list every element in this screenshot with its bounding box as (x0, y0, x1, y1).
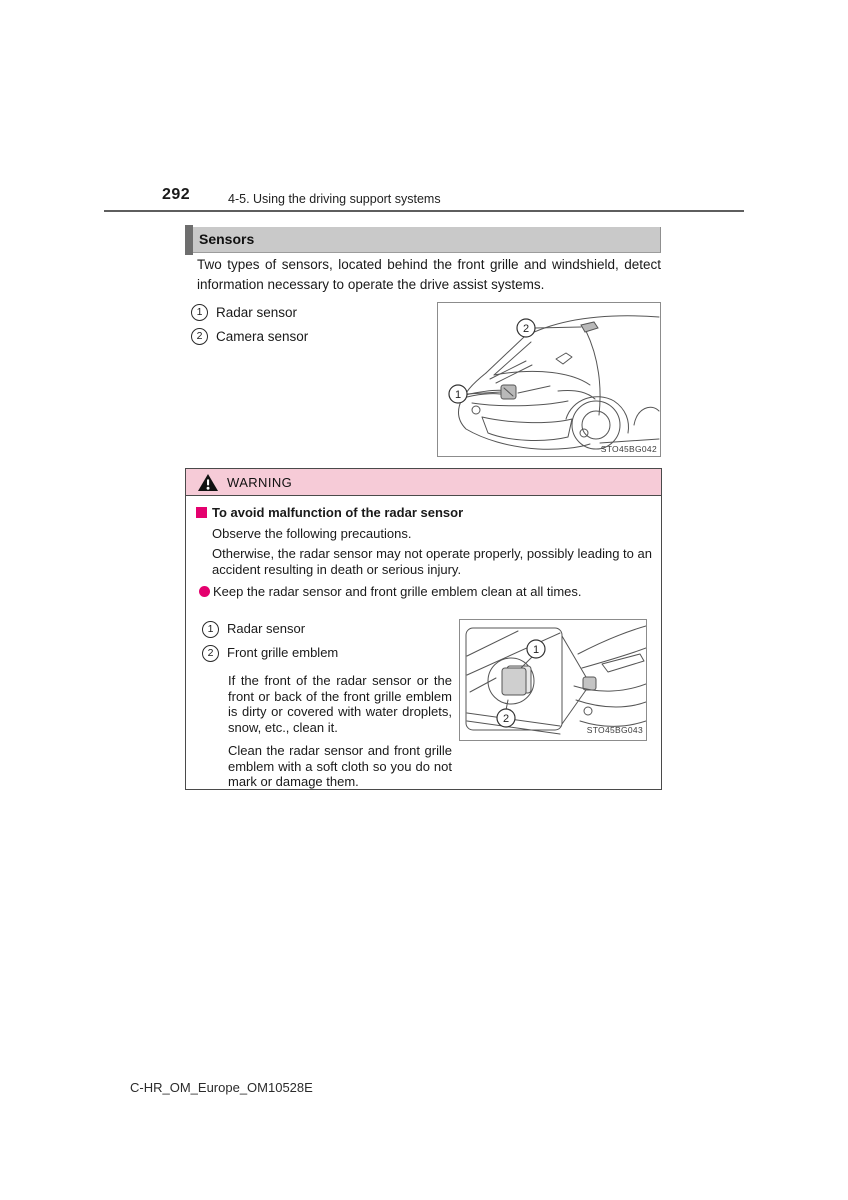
page-number: 292 (162, 186, 191, 203)
warning-subheading (196, 505, 651, 521)
warning-columns (186, 617, 661, 790)
warning-subheading-text: To avoid malfunction of the radar sensor (212, 505, 464, 520)
warning-detail-1: If the front of the radar sensor or the front or back of the front grille emblem is dirty or covered with water droplets, snow, etc., clean it. (228, 673, 452, 735)
legend-label: Camera sensor (216, 328, 309, 344)
intro-paragraph: Two types of sensors, located behind the front grille and windshield, detect information necessary to operate the drive assist systems. (197, 257, 661, 292)
warning-header (186, 469, 661, 496)
figure-code: STO45BG042 (600, 444, 657, 454)
square-bullet-icon (196, 507, 207, 518)
warning-paragraph-2: Otherwise, the radar sensor may not operate properly, possibly leading to an accident resulting in death or serious injury. (212, 546, 652, 577)
warning-bullet-item (199, 584, 649, 600)
figure-code: STO45BG043 (586, 725, 643, 735)
legend-label: Radar sensor (227, 621, 306, 636)
section-heading-bar (185, 227, 661, 253)
section-title: Sensors (199, 231, 255, 247)
warning-detail-2: Clean the radar sensor and front grille emblem with a soft cloth so you do not mark or damage them. (228, 743, 452, 789)
warning-body (186, 505, 661, 798)
circled-number-1: 1 (202, 621, 219, 638)
circled-number-2: 2 (202, 645, 219, 662)
chapter-title: 4-5. Using the driving support systems (228, 192, 441, 206)
car-illustration (438, 303, 660, 456)
callout-1-number: 1 (454, 389, 462, 401)
figure-car-sensors (437, 302, 661, 457)
legend-label: Radar sensor (216, 304, 298, 320)
warning-triangle-icon (197, 473, 219, 492)
dot-bullet-icon (199, 586, 210, 597)
figure-emblem-closeup (459, 619, 647, 741)
warning-title: WARNING (227, 474, 293, 490)
section-accent-bar (185, 225, 193, 255)
warning-box (185, 468, 662, 790)
circled-number-2: 2 (191, 328, 208, 345)
legend-label: Front grille emblem (227, 645, 339, 660)
document-id-footer: C-HR_OM_Europe_OM10528E (130, 1080, 313, 1095)
legend-item-camera (191, 324, 308, 348)
callout-1-number: 1 (532, 644, 540, 656)
callout-2-number: 2 (522, 323, 530, 335)
circled-number-1: 1 (191, 304, 208, 321)
warning-paragraph-1: Observe the following precautions. (212, 526, 412, 541)
warning-bullet-text: Keep the radar sensor and front grille emblem clean at all times. (213, 584, 582, 599)
callout-2-number: 2 (502, 713, 510, 725)
header-rule (104, 210, 744, 212)
legend-item-radar (191, 300, 308, 324)
sensor-legend (191, 300, 308, 348)
